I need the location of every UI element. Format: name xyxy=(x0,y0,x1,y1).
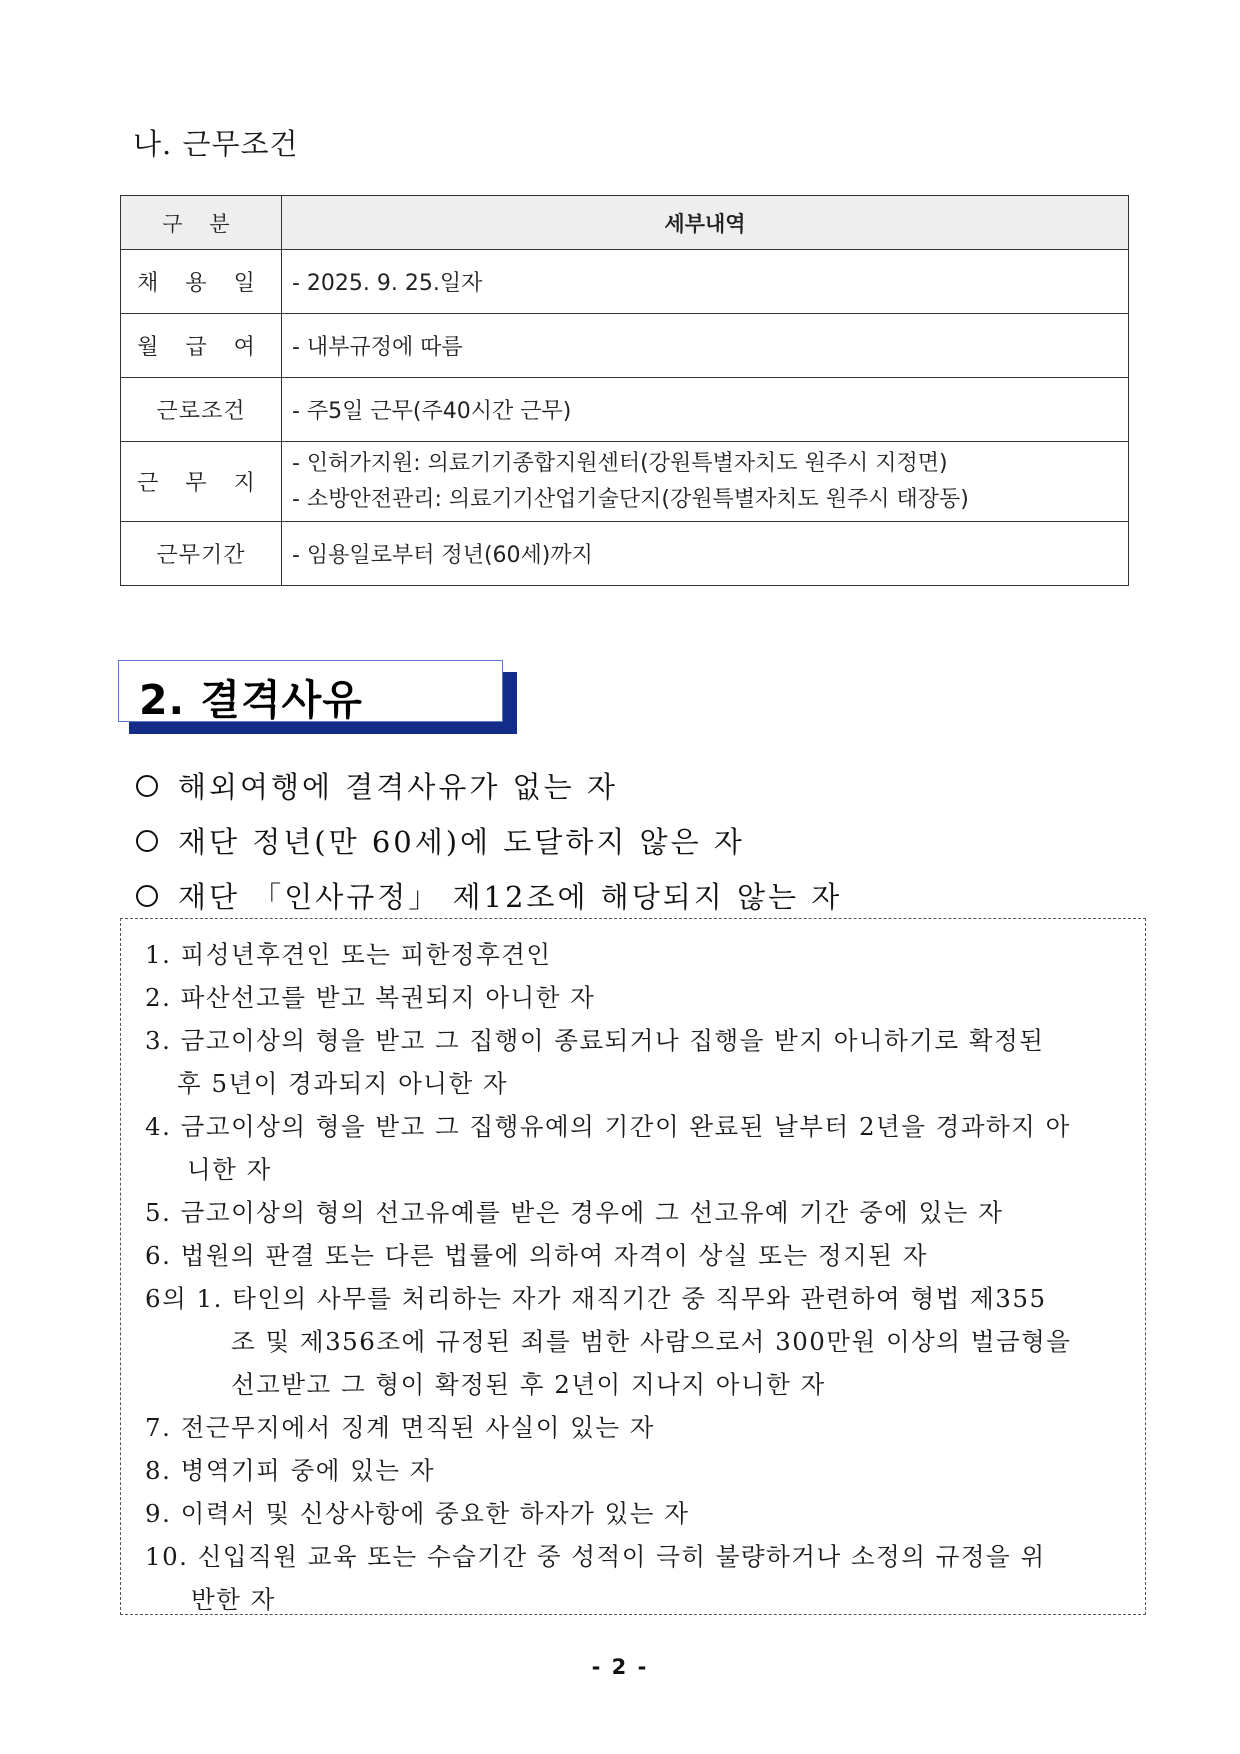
table-row xyxy=(121,442,1129,522)
regulation-item xyxy=(145,1406,1130,1449)
bullet-text: 해외여행에 결격사유가 없는 자 xyxy=(178,770,618,804)
regulation-item-text: 1. 피성년후견인 또는 피한정후견인 xyxy=(145,940,552,969)
bullet-text: 재단 「인사규정」 제12조에 해당되지 않는 자 xyxy=(178,880,843,914)
regulation-item xyxy=(145,1277,1130,1406)
regulation-item xyxy=(145,1234,1130,1277)
table-row xyxy=(121,314,1129,378)
regulation-item xyxy=(145,1492,1130,1535)
subsection-title: 나. 근무조건 xyxy=(133,127,299,161)
regulation-item-continuation: 니한 자 xyxy=(187,1155,272,1184)
section-title-box xyxy=(118,660,503,722)
regulation-item-continuation: 후 5년이 경과되지 아니한 자 xyxy=(177,1069,509,1098)
circle-bullet-icon xyxy=(136,775,158,797)
regulation-item xyxy=(145,933,1130,976)
regulation-item-text: 6. 법원의 판결 또는 다른 법률에 의하여 자격이 상실 또는 정지된 자 xyxy=(145,1241,928,1270)
row-value-line: - 인허가지원: 의료기기종합지원센터(강원특별자치도 원주시 지정면) xyxy=(292,450,948,476)
regulation-item-text: 10. 신입직원 교육 또는 수습기간 중 성적이 극히 불량하거나 소정의 규정을 위 xyxy=(145,1542,1046,1571)
row-value: - 임용일로부터 정년(60세)까지 xyxy=(282,522,1129,586)
regulation-item-continuation: 반한 자 xyxy=(191,1585,276,1614)
table-row xyxy=(121,250,1129,314)
working-conditions-table xyxy=(120,195,1129,586)
header-details: 세부내역 xyxy=(282,196,1129,250)
row-label: 근로조건 xyxy=(121,378,282,442)
regulation-item xyxy=(145,1449,1130,1492)
row-label: 채 용 일 xyxy=(121,250,282,314)
regulation-list xyxy=(145,933,1130,1621)
regulation-box xyxy=(120,918,1146,1615)
section-title: 2. 결격사유 xyxy=(139,676,363,724)
regulation-item xyxy=(145,1191,1130,1234)
regulation-item-text: 8. 병역기피 중에 있는 자 xyxy=(145,1456,436,1485)
row-label: 월 급 여 xyxy=(121,314,282,378)
bullet-text: 재단 정년(만 60세)에 도달하지 않은 자 xyxy=(178,825,745,859)
row-value: - 주5일 근무(주40시간 근무) xyxy=(282,378,1129,442)
regulation-item xyxy=(145,976,1130,1019)
regulation-item xyxy=(145,1535,1130,1621)
page-number: - 2 - xyxy=(591,1655,649,1679)
regulation-item-continuation: 선고받고 그 형이 확정된 후 2년이 지나지 아니한 자 xyxy=(231,1370,826,1399)
header-category: 구 분 xyxy=(121,196,282,250)
regulation-item-text: 9. 이력서 및 신상사항에 중요한 하자가 있는 자 xyxy=(145,1499,690,1528)
bullet-item xyxy=(134,868,842,923)
row-label: 근 무 지 xyxy=(121,442,282,522)
row-value: - 2025. 9. 25.일자 xyxy=(282,250,1129,314)
row-label: 근무기간 xyxy=(121,522,282,586)
regulation-item-text: 6의 1. 타인의 사무를 처리하는 자가 재직기간 중 직무와 관련하여 형법 제355 xyxy=(145,1284,1047,1313)
circle-bullet-icon xyxy=(136,885,158,907)
row-value-line: - 소방안전관리: 의료기기산업기술단지(강원특별자치도 원주시 태장동) xyxy=(292,486,969,512)
regulation-item-continuation: 조 및 제356조에 규정된 죄를 범한 사람으로서 300만원 이상의 벌금형을 xyxy=(231,1327,1072,1356)
table-header-row xyxy=(121,196,1129,250)
regulation-item-text: 4. 금고이상의 형을 받고 그 집행유예의 기간이 완료된 날부터 2년을 경과하지 아 xyxy=(145,1112,1071,1141)
regulation-item xyxy=(145,1105,1130,1191)
row-value xyxy=(282,442,1129,522)
regulation-item-text: 5. 금고이상의 형의 선고유예를 받은 경우에 그 선고유예 기간 중에 있는 자 xyxy=(145,1198,1004,1227)
regulation-item-text: 7. 전근무지에서 징계 면직된 사실이 있는 자 xyxy=(145,1413,655,1442)
circle-bullet-icon xyxy=(136,830,158,852)
table-row xyxy=(121,378,1129,442)
row-value: - 내부규정에 따름 xyxy=(282,314,1129,378)
bullet-item xyxy=(134,813,842,868)
regulation-item-text: 2. 파산선고를 받고 복권되지 아니한 자 xyxy=(145,983,596,1012)
regulation-item-text: 3. 금고이상의 형을 받고 그 집행이 종료되거나 집행을 받지 아니하기로 확정된 xyxy=(145,1026,1045,1055)
regulation-item xyxy=(145,1019,1130,1105)
table-row xyxy=(121,522,1129,586)
bullet-list xyxy=(134,758,842,923)
bullet-item xyxy=(134,758,842,813)
